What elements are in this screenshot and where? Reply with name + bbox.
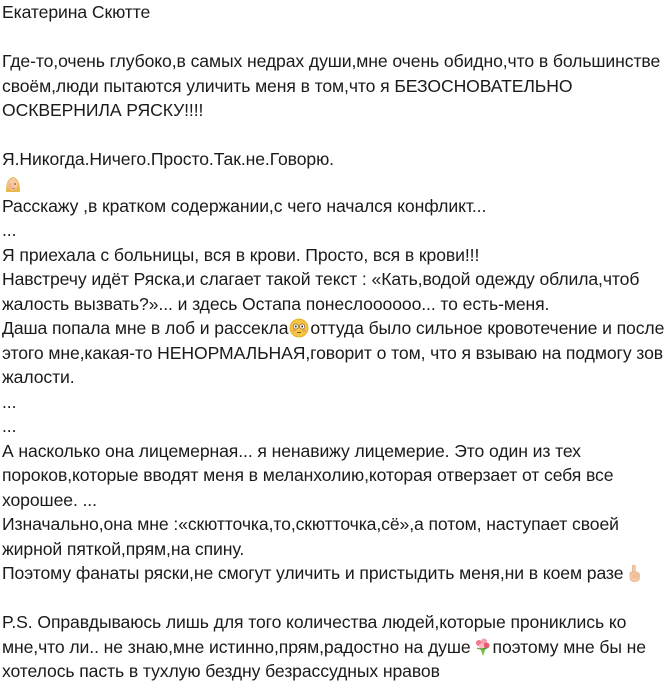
blank-line <box>2 25 666 50</box>
blank-line <box>2 586 666 611</box>
text-fragment: Поэтому фанаты ряски,не смогут уличить и пристыдить меня,ни в коем разе <box>2 563 624 583</box>
blank-line <box>2 123 666 148</box>
text-fragment: поэтому мне бы не <box>492 636 646 657</box>
paragraph-line: Где-то,очень глубоко,в самых недрах души,мне очень обидно,что в большинстве <box>2 51 661 71</box>
ellipsis-line: ... <box>2 416 17 436</box>
paragraph-line: этого мне,какая-то НЕНОРМАЛЬНАЯ,говорит о том, что я взываю на подмогу зов <box>2 342 664 363</box>
emoji-line <box>2 172 666 194</box>
paragraph-line <box>2 316 666 341</box>
paragraph-line: жалости. <box>2 367 75 387</box>
paragraph-line: Изначально,она мне :«скютточка,то,скютточка,сё»,а потом, наступает своей <box>2 514 619 534</box>
post-author: Екатерина Скютте <box>2 2 151 22</box>
paragraph-line: Навстречу идёт Ряска,и слагает такой текст : «Кать,водой одежду облила,чтоб <box>2 269 640 289</box>
paragraph-line: хотелось пасть в тухлую бездну безрассудных нравов <box>2 661 440 681</box>
paragraph-line: жалость вызвать?»... и здесь Остапа понеслоооооо... то есть-меня. <box>2 293 550 314</box>
paragraph-line: пороков,которые вводят меня в меланхолию,которая отверзает от себя все <box>2 465 614 485</box>
paragraph-line: Я.Никогда.Ничего.Просто.Так.не.Говорю. <box>2 149 334 169</box>
flushed-face-emoji-icon <box>289 318 309 338</box>
ellipsis-line: ... <box>2 220 17 240</box>
paragraph-line: хорошее. ... <box>2 489 97 510</box>
paragraph-line: жирной пяткой,прям,на спину. <box>2 538 245 559</box>
text-fragment: Даша попала мне в лоб и рассекла <box>2 318 289 338</box>
paragraph-line: Я приехала с больницы, вся в крови. Просто, вся в крови!!! <box>2 244 480 265</box>
text-fragment: мне,что ли.. не знаю,мне истинно,прям,радостно на душе <box>2 636 471 657</box>
paragraph-line <box>2 635 666 660</box>
ellipsis-line: ... <box>2 391 17 412</box>
post-content <box>2 0 666 684</box>
index-pointing-up-emoji-icon <box>624 563 644 583</box>
paragraph-line <box>2 561 666 586</box>
paragraph-line: своём,люди пытаются уличить меня в том,что я БЕЗОСНОВАТЕЛЬНО <box>2 75 573 96</box>
paragraph-line: Расскажу ,в кратком содержании,с чего начался конфликт... <box>2 195 487 216</box>
woman-facepalm-emoji-icon <box>3 174 23 194</box>
paragraph-line: ОСКВЕРНИЛА РЯСКУ!!!! <box>2 100 204 120</box>
paragraph-line: А насколько она лицемерная... я ненавижу лицемерие. Это один из тех <box>2 440 581 461</box>
text-fragment: оттуда было сильное кровотечение и после <box>310 318 665 338</box>
bouquet-emoji-icon <box>472 637 492 657</box>
paragraph-line: P.S. Оправдываюсь лишь для того количества людей,которые прониклись ко <box>2 612 627 632</box>
